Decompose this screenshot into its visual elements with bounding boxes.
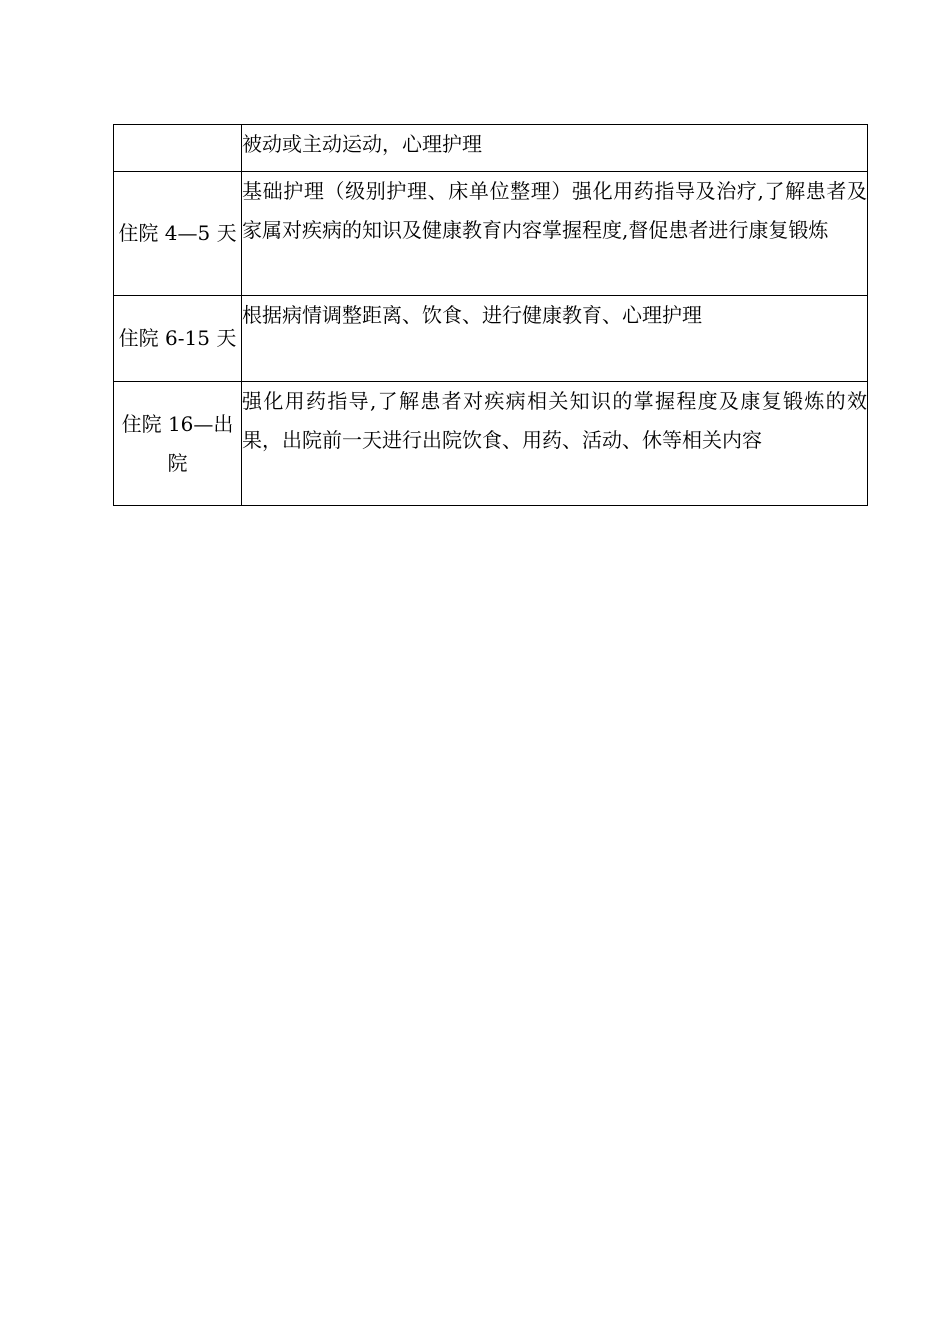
nursing-schedule-table: [113, 124, 868, 506]
stage-cell: [114, 125, 242, 172]
stage-cell: 住院 16—出院: [114, 382, 242, 506]
stage-cell: 住院 4—5 天: [114, 172, 242, 296]
stage-cell: 住院 6-15 天: [114, 296, 242, 382]
content-cell: 强化用药指导,了解患者对疾病相关知识的掌握程度及康复锻炼的效果，出院前一天进行出院饮食、用药、活动、休等相关内容: [242, 382, 868, 506]
table-row: [114, 382, 868, 506]
table-row: [114, 172, 868, 296]
content-cell: 基础护理（级别护理、床单位整理）强化用药指导及治疗,了解患者及家属对疾病的知识及健康教育内容掌握程度,督促患者进行康复锻炼: [242, 172, 868, 296]
content-cell: 根据病情调整距离、饮食、进行健康教育、心理护理: [242, 296, 868, 382]
table-row: [114, 296, 868, 382]
content-cell: 被动或主动运动，心理护理: [242, 125, 868, 172]
table-row: [114, 125, 868, 172]
